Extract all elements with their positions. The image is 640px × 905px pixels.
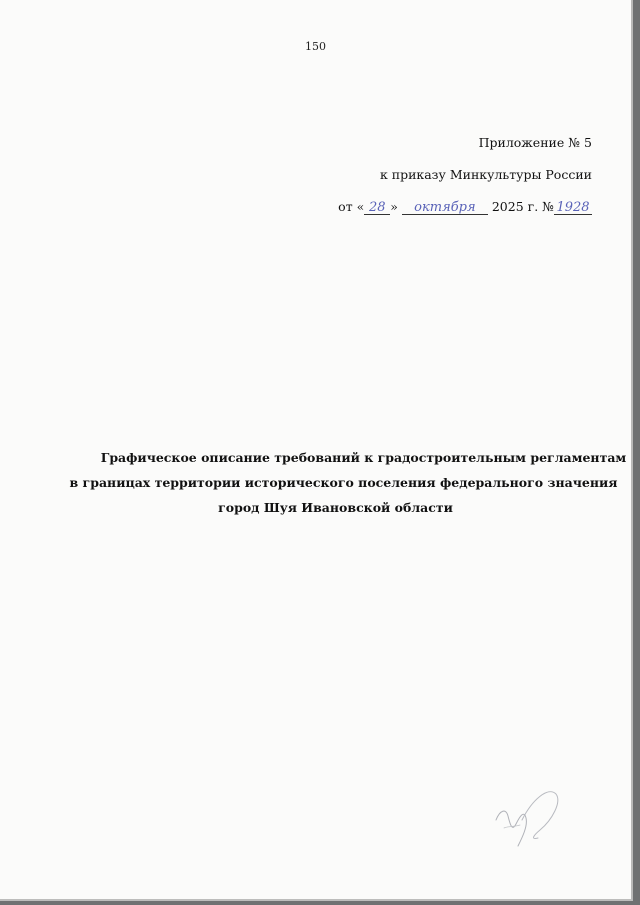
annex-order-reference: к приказу Минкультуры России [379, 167, 592, 182]
handwritten-month: октября [402, 201, 488, 215]
document-title [0, 445, 631, 520]
handwritten-number: 1928 [554, 201, 592, 215]
number-sign: № [542, 199, 554, 214]
date-year: 2025 г. [491, 199, 539, 214]
handwritten-day: 28 [364, 201, 390, 215]
signature-mark [478, 780, 578, 850]
page-number: 150 [305, 40, 326, 53]
title-line-1: Графическое описание требований к градостроительным регламентам [100, 450, 627, 465]
date-prefix: от « [338, 199, 365, 214]
date-quote-close: » [390, 199, 398, 214]
annex-date-line [338, 199, 592, 215]
title-line-2: в границах территории исторического поселения федерального значения [69, 475, 618, 490]
title-line-3: город Шуя Ивановской области [218, 500, 453, 515]
annex-title: Приложение № 5 [478, 135, 592, 150]
